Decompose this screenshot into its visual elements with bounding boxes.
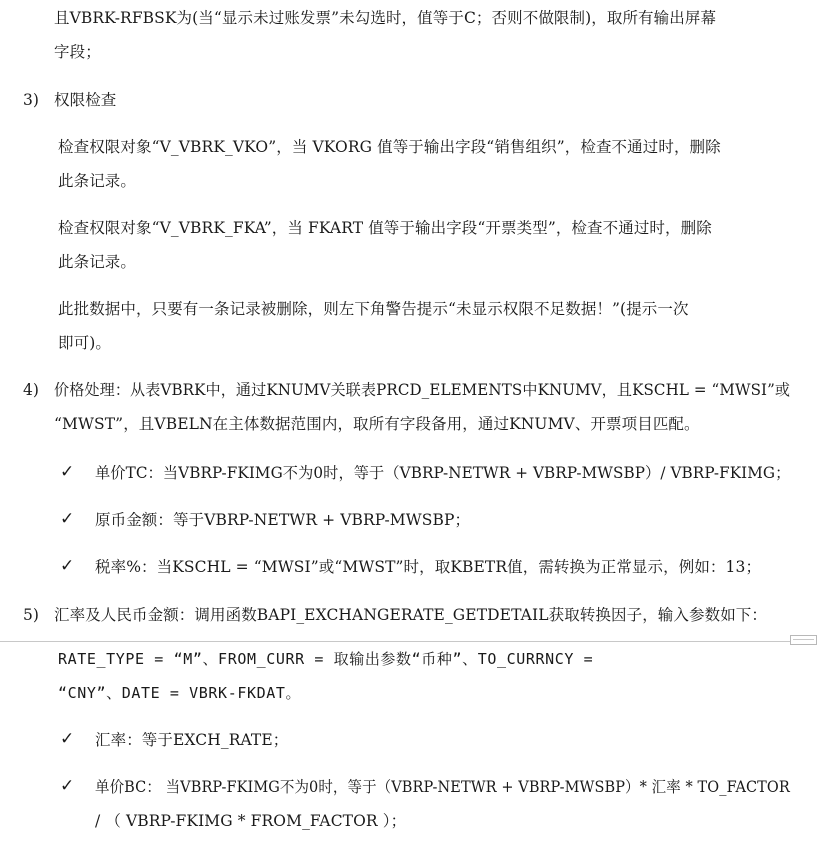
list-number: 4) xyxy=(23,381,39,399)
text-line: 汇率及人民币金额：调用函数BAPI_EXCHANGERATE_GETDETAIL获取转换因子，输入参数如下： xyxy=(54,606,767,624)
param-line: RATE_TYPE = “M”、FROM_CURR = 取输出参数“币种”、TO_CURRNCY = xyxy=(58,650,594,668)
section-heading: 权限检查 xyxy=(54,91,117,109)
bullet-text: 税率%：当KSCHL = “MWSI”或“MWST”时，取KBETR值，需转换为正常显示，例如：13； xyxy=(95,558,762,576)
param-line: “CNY”、DATE = VBRK-FKDAT。 xyxy=(58,684,302,702)
checkmark-icon: ✓ xyxy=(60,509,75,529)
bullet-text: 单价BC： 当VBRP-FKIMG不为0时，等于（VBRP-NETWR + VBRP-MWSBP）* 汇率 * TO_FACTOR xyxy=(95,778,790,796)
text-line: 此条记录。 xyxy=(58,253,137,271)
bullet-text: 单价TC：当VBRP-FKIMG不为0时，等于（VBRP-NETWR + VBRP-MWSBP）/ VBRP-FKIMG； xyxy=(95,464,791,482)
text-line: 价格处理：从表VBRK中，通过KNUMV关联表PRCD_ELEMENTS中KNUMV，且KSCHL = “MWSI”或 xyxy=(54,381,791,399)
text-line: 即可)。 xyxy=(58,334,111,352)
checkmark-icon: ✓ xyxy=(60,462,75,482)
page-break-line xyxy=(0,641,790,642)
text-line: “MWST”，且VBELN在主体数据范围内，取所有字段备用，通过KNUMV、开票项目匹配。 xyxy=(54,415,700,433)
text-line: 此批数据中，只要有一条记录被删除，则左下角警告提示“未显示权限不足数据！”(提示一次 xyxy=(58,300,689,318)
text-line: 字段； xyxy=(54,43,101,61)
list-number: 5) xyxy=(23,606,39,624)
text-line: 检查权限对象“V_VBRK_VKO”，当 VKORG 值等于输出字段“销售组织”，检查不通过时，删除 xyxy=(58,138,721,156)
text-line: 此条记录。 xyxy=(58,172,137,190)
page-resize-handle[interactable] xyxy=(790,635,817,645)
text-line: 且VBRK-RFBSK为(当“显示未过账发票”未勾选时，值等于C；否则不做限制)，取所有输出屏幕 xyxy=(54,9,717,27)
bullet-text: 原币金额：等于VBRP-NETWR + VBRP-MWSBP； xyxy=(95,511,471,529)
bullet-text: / （ VBRP-FKIMG * FROM_FACTOR ）； xyxy=(95,812,407,830)
checkmark-icon: ✓ xyxy=(60,556,75,576)
text-line: 检查权限对象“V_VBRK_FKA”，当 FKART 值等于输出字段“开票类型”，检查不通过时，删除 xyxy=(58,219,712,237)
list-number: 3) xyxy=(23,91,39,109)
bullet-text: 汇率：等于EXCH_RATE； xyxy=(95,731,289,749)
checkmark-icon: ✓ xyxy=(60,776,75,796)
checkmark-icon: ✓ xyxy=(60,729,75,749)
